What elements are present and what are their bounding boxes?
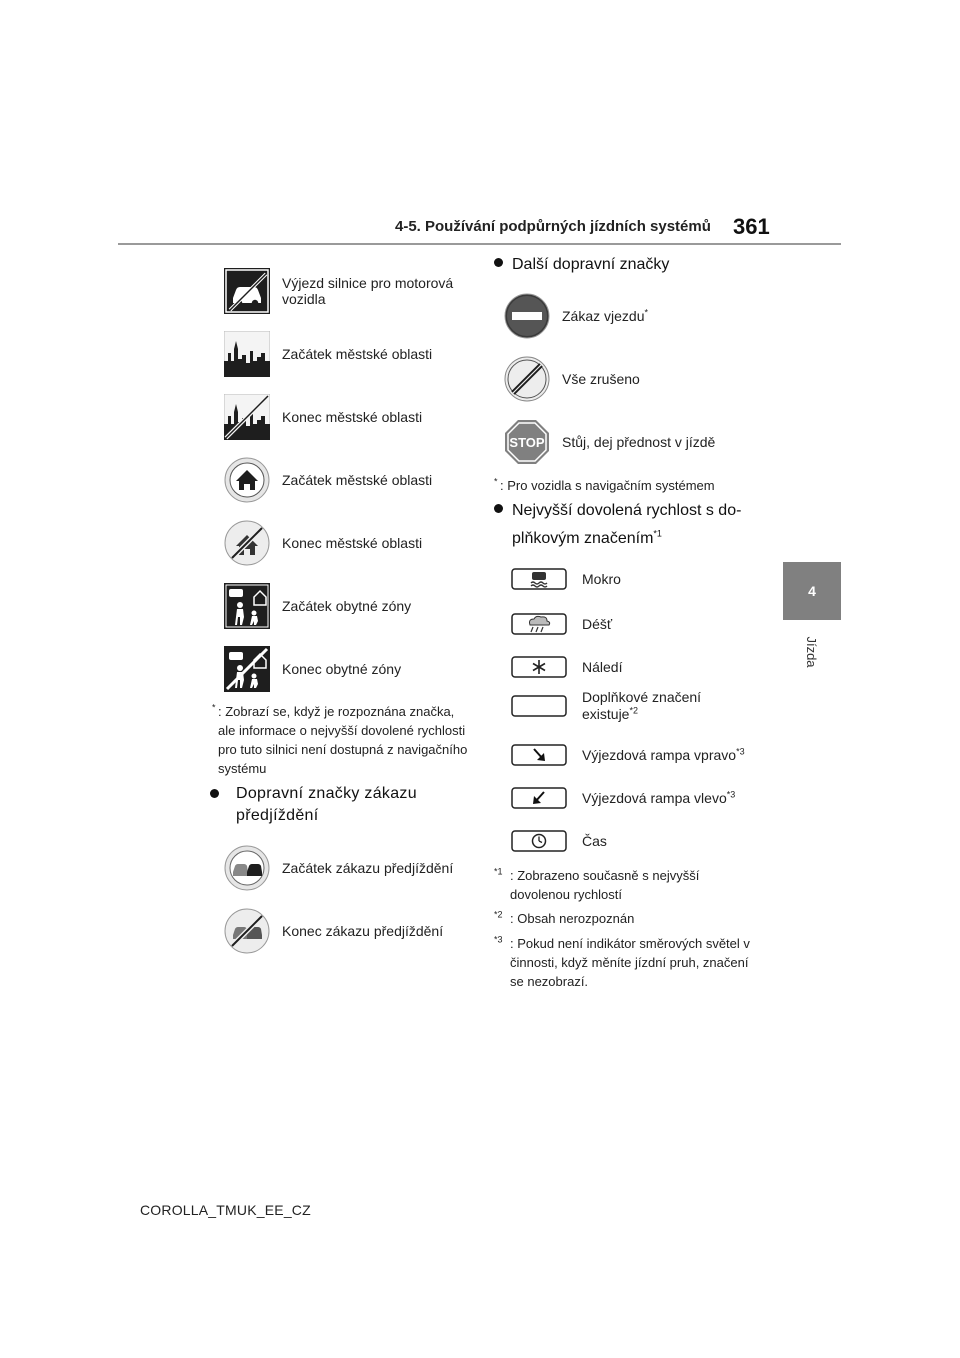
sign-label: Vše zrušeno	[562, 371, 640, 387]
supp-label: Čas	[582, 832, 607, 849]
document-code: COROLLA_TMUK_EE_CZ	[140, 1202, 311, 1218]
sign-label: Začátek zákazu předjíždění	[282, 860, 454, 876]
urban-area-start-sign-icon	[224, 457, 270, 503]
sign-row-residential-end	[224, 646, 401, 692]
sign-row-end-of-restrictions	[504, 356, 640, 402]
footnote-1	[494, 866, 756, 904]
footnote-mark: *	[494, 476, 498, 487]
sign-row-no-overtaking-end	[224, 908, 443, 954]
supp-row-time	[511, 830, 607, 852]
supp-label: Výjezdová rampa vlevo$^{*3}$	[582, 788, 736, 806]
footnote-unrecognized-speed	[212, 702, 468, 778]
no-overtaking-end-sign-icon	[224, 908, 270, 954]
arrow-down-right-icon	[511, 744, 567, 766]
supp-row-ice	[511, 656, 622, 678]
chapter-tab[interactable]: 4	[783, 562, 841, 620]
supp-label: Výjezdová rampa vpravo$^{*3}$	[582, 745, 745, 763]
sign-row-no-entry	[504, 293, 648, 339]
heading-other-signs	[494, 254, 669, 276]
footnote-text: : Obsah nerozpoznán	[510, 911, 635, 926]
residential-zone-end-sign-icon	[224, 646, 270, 692]
sign-label: Začátek městské oblasti	[282, 346, 433, 362]
wet-road-icon	[511, 568, 567, 590]
sign-label: Konec městské oblasti	[282, 535, 423, 551]
sign-label: Konec obytné zóny	[282, 661, 402, 677]
supp-label: Doplňkové značení existuje$^{*2}$	[582, 689, 702, 722]
clock-icon	[511, 830, 567, 852]
sign-row-city-start	[224, 331, 432, 377]
sign-label: Stůj, dej přednost v jízdě	[562, 434, 716, 450]
svg-text:STOP: STOP	[509, 435, 545, 450]
sign-label: Začátek městské oblasti	[282, 472, 433, 488]
sign-label: Konec městské oblasti	[282, 409, 423, 425]
supp-row-exit-right	[511, 744, 745, 766]
heading-text: Další dopravní značky	[512, 256, 670, 273]
supp-row-rain	[511, 613, 612, 635]
heading-text: Nejvyšší dovolená rychlost s do-	[512, 502, 742, 519]
page-number: 361	[733, 214, 770, 239]
supp-row-present	[511, 689, 757, 723]
footnote-mark: *	[212, 702, 216, 713]
stop-sign-icon	[504, 419, 550, 465]
supp-row-wet	[511, 568, 621, 590]
city-end-sign-icon	[224, 394, 270, 440]
footnote-text: : Pokud není indikátor směrových světel v činnosti, když měníte jízdní pruh, značení se nezobrazí.	[510, 936, 750, 989]
motorway-exit-sign-icon	[224, 268, 270, 314]
footnote-text: : Pro vozidla s navigačním systémem	[500, 478, 715, 493]
footnote-text: : Zobrazí se, když je rozpoznána značka, ale informace o nejvyšší dovolené rychlosti pro tuto silnici není dostupná z navigačního systému	[218, 704, 468, 776]
urban-area-end-sign-icon	[224, 520, 270, 566]
heading-text-2: plňkovým značením	[512, 530, 654, 547]
heading-text: Dopravní značky zákazu předjíždění	[236, 785, 417, 824]
footnote-3	[494, 934, 756, 991]
supp-label: Déšť	[582, 615, 613, 632]
city-start-sign-icon	[224, 331, 270, 377]
sign-row-stop	[504, 419, 715, 465]
sign-label: Začátek obytné zóny	[282, 598, 412, 614]
footnote-mark: *1	[494, 866, 503, 877]
arrow-down-left-icon	[511, 787, 567, 809]
footnote-2	[494, 909, 756, 928]
footnote-mark: *2	[494, 909, 503, 920]
sign-label: Výjezd silnice pro motorová vozidla	[282, 275, 454, 307]
chapter-label: Jízda	[804, 636, 820, 668]
sign-row-residential-start	[224, 583, 411, 629]
sign-label: Zákaz vjezdu*	[562, 307, 648, 324]
no-overtaking-start-sign-icon	[224, 845, 270, 891]
sign-row-city-end	[224, 394, 422, 440]
supp-label: Náledí	[582, 658, 623, 675]
supp-row-exit-left	[511, 787, 735, 809]
snowflake-icon	[511, 656, 567, 678]
heading-overtaking-signs	[210, 783, 472, 827]
sign-row-no-overtaking-start	[224, 845, 453, 891]
footnote-mark: *3	[494, 934, 503, 945]
no-entry-sign-icon	[504, 293, 550, 339]
sign-row-urban-start	[224, 457, 432, 503]
rain-icon	[511, 613, 567, 635]
section-title: 4-5. Používání podpůrných jízdních systémů	[395, 218, 711, 235]
blank-panel-icon	[511, 695, 567, 717]
footnote-text: : Zobrazeno současně s nejvyšší dovolenou rychlostí	[510, 868, 700, 902]
sign-row-motorway-exit	[224, 268, 467, 314]
header-divider	[118, 243, 841, 245]
heading-speed-limit-supplementary: Nejvyšší dovolená rychlost s do- plňkovým značením$^{*1}$	[494, 500, 754, 550]
footnote-navigation	[494, 476, 754, 495]
residential-zone-start-sign-icon	[224, 583, 270, 629]
sign-row-urban-end	[224, 520, 422, 566]
sign-label: Konec zákazu předjíždění	[282, 923, 444, 939]
supp-label: Mokro	[582, 570, 621, 587]
end-of-restrictions-sign-icon	[504, 356, 550, 402]
